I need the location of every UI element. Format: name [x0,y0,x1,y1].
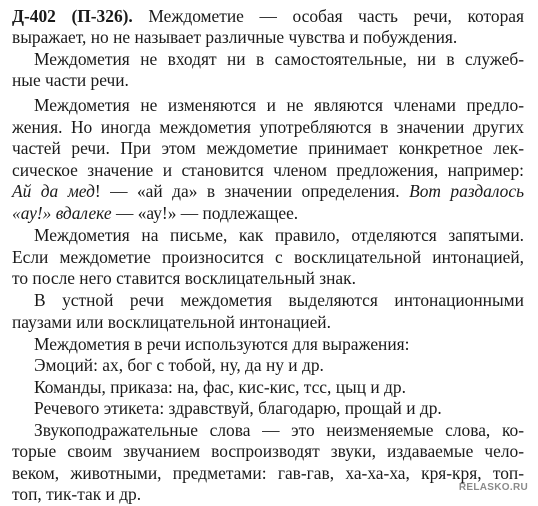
example-line [12,181,524,203]
example-phrase: Вот раздалось [409,181,524,201]
example-phrase: «ау!» вдалеке [12,203,112,223]
watermark: RELASKO.RU [458,482,528,494]
list-item: Эмоций: ах, бог с тобой, ну, да ну и др. [34,355,324,375]
text-line: жения. Но иногда междометия употребляются в значении других [12,117,524,137]
exercise-heading-line [12,6,524,28]
text-line: Звукоподражательные слова — это неизменяемые слова, ко- [34,420,524,440]
text-line: топ, тик-так и др. [12,484,142,504]
text-line: Междометия не изменяются и не являются членами предло- [34,95,524,115]
exercise-reference: (П-326). [71,6,133,26]
text-line: торые своим звучанием воспроизводят звуки, издаваемые чело- [12,441,524,461]
example-line [12,203,524,225]
text-line: то после него ставится восклицательный знак. [12,268,356,288]
text-line: частей речи. При этом междометие принимает конкретное лек- [12,138,524,158]
text-line: В устной речи междометия выделяются интонационными [34,290,524,310]
text-line: веком, животными, предметами: гав-гав, ха-ха-ха, кря-кря, топ- [12,463,524,483]
list-item: Речевого этикета: здравствуй, благодарю, прощай и др. [34,398,442,418]
text-line: сическое значение и становится членом предложения, например: [12,160,524,180]
list-item: Команды, приказа: на, фас, кис-кис, тсс, цыц и др. [34,377,406,397]
text-line: паузами или восклицательной интонацией. [12,312,331,332]
text-line: Междометия не входят ни в самостоятельные, ни в служеб- [34,49,524,69]
definition-text: Междометие — особая часть речи, которая [148,6,524,26]
exercise-number: Д-402 [12,6,56,26]
example-phrase: Ай да мед [12,181,95,201]
text-line: ные части речи. [12,70,129,90]
example-explanation: — «ау!» — подлежащее. [115,203,299,223]
text-line: Если междометие произносится с восклицательной интонацией, [12,247,524,267]
text-line: выражает, но не называет различные чувства и побуждения. [12,27,458,47]
text-line: Междометия на письме, как правило, отделяются запятыми. [34,225,524,245]
text-line: Междометия в речи используются для выражения: [34,334,410,354]
example-explanation: ! — «ай да» в значении определения. [94,181,400,201]
